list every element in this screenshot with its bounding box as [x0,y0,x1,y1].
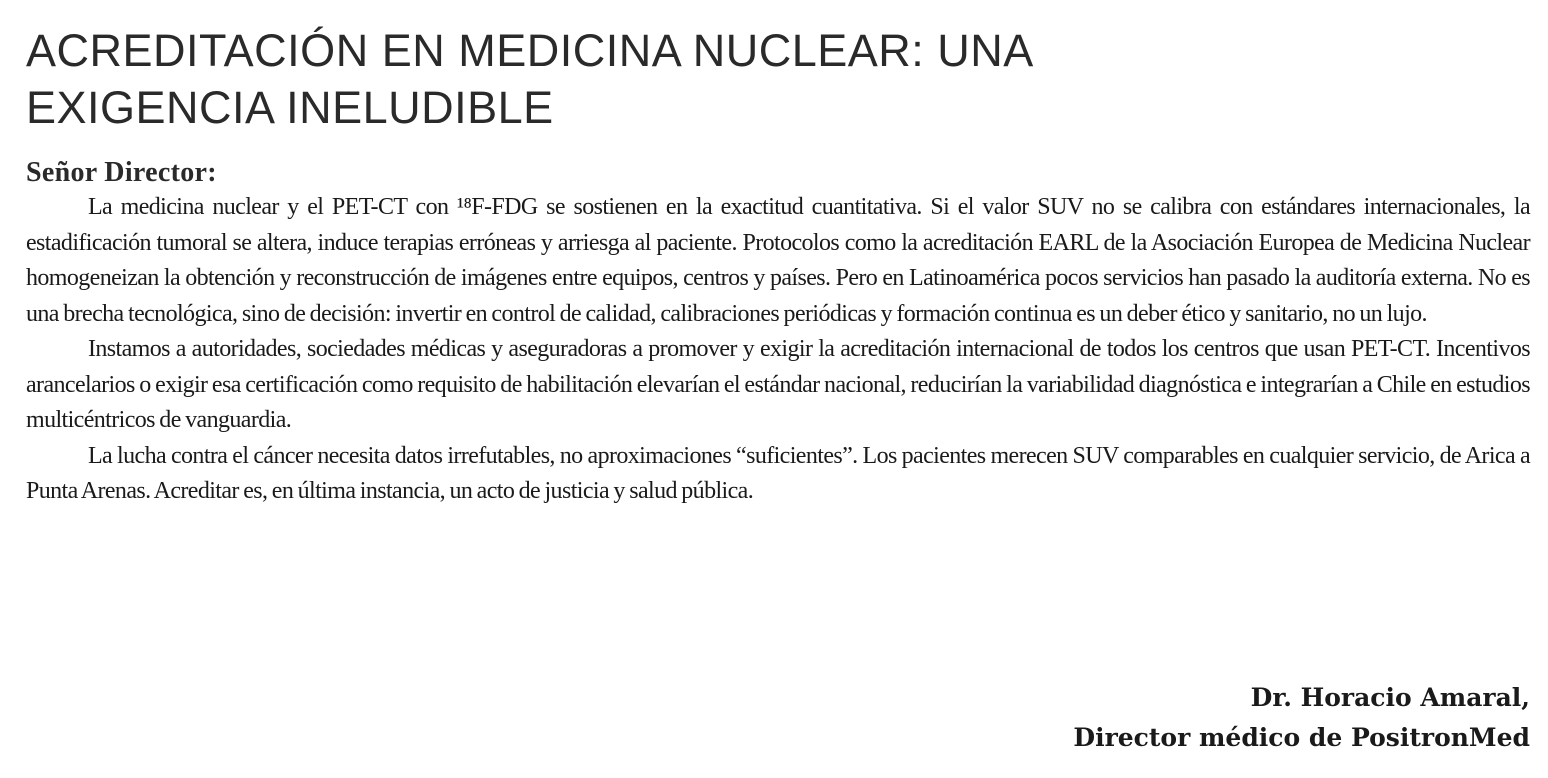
article-title-line-2: EXIGENCIA INELUDIBLE [26,82,554,133]
signature-name: Dr. Horacio Amaral, [1250,683,1530,712]
signature-role: Director médico de PositronMed [1073,723,1530,752]
article-title [26,22,1530,136]
letter-article [26,22,1530,510]
paragraph-1: La medicina nuclear y el PET-CT con ¹⁸F-FDG se sostienen en la exactitud cuantitativa. Si el valor SUV no se calibra con estándares internacionales, la estadificación tumoral se altera, induce terapias erróneas y arriesga al paciente. Protocolos como la acreditación EARL de la Asociación Europea de Medicina Nuclear homogeneizan la obtención y reconstrucción de imágenes entre equipos, centros y países. Pero en Latinoamérica pocos servicios han pasado la auditoría externa. No es una brecha tecnológica, sino de decisión: invertir en control de calidad, calibraciones periódicas y formación continua es un deber ético y sanitario, no un lujo. [26,194,1530,327]
article-title-line-1: ACREDITACIÓN EN MEDICINA NUCLEAR: UNA [26,25,1034,76]
signature-block [1073,678,1530,758]
paragraph-3: La lucha contra el cáncer necesita datos irrefutables, no aproximaciones “suficientes”. Los pacientes merecen SUV comparables en cualquier servicio, de Arica a Punta Arenas. Acreditar es, en última instancia, un acto de justicia y salud pública. [26,442,1530,504]
salutation: Señor Director: [26,157,217,188]
paragraph-2: Instamos a autoridades, sociedades médicas y aseguradoras a promover y exigir la acreditación internacional de todos los centros que usan PET-CT. Incentivos arancelarios o exigir esa certificación como requisito de habilitación elevarían el estándar nacional, reducirían la variabilidad diagnóstica e integrarían a Chile en estudios multicéntricos de vanguardia. [26,336,1530,433]
letter-body [26,190,1530,510]
